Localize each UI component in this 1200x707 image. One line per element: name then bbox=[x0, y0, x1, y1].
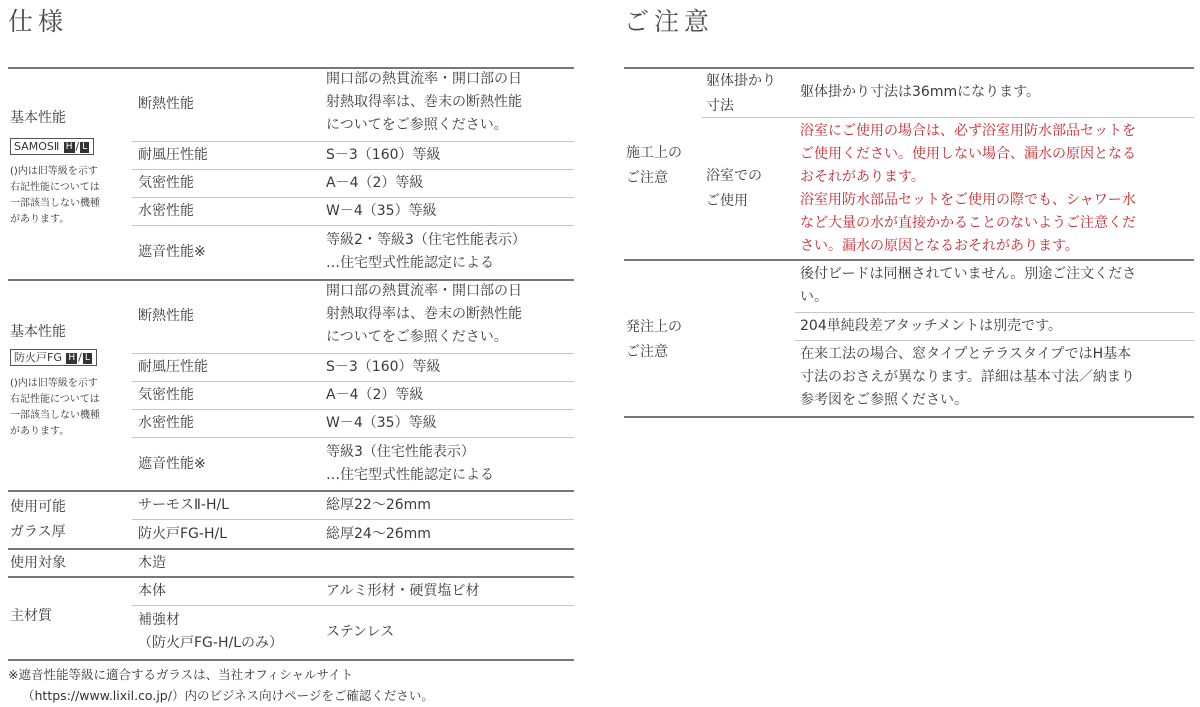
spec-value: 等級3（住宅性能表示） …住宅型式性能認定による bbox=[326, 444, 494, 483]
rule bbox=[8, 490, 574, 492]
rule bbox=[132, 409, 574, 410]
rule bbox=[132, 437, 574, 438]
rule bbox=[132, 169, 574, 170]
group-note: ()内は旧等級を示す 右記性能については 一部該当しない機種 があります。 bbox=[10, 378, 100, 437]
caution-title: ご注意 bbox=[624, 7, 715, 36]
spec-value: A－4（2）等級 bbox=[326, 387, 424, 403]
material-label: 主材質 bbox=[10, 608, 52, 624]
spec-title: 仕様 bbox=[8, 7, 69, 36]
rule bbox=[132, 605, 574, 606]
bath-warning: 浴室にご使用の場合は、必ず浴室用防水部品セットを ご使用ください。使用しない場合、漏水の原因となる おそれがあります。 浴室用防水部品セットをご使用の際でも、シャワー水 など大量の水が直接かかることのないようご注意くだ さい。漏水の原因となるおそれがあります。 bbox=[800, 123, 1136, 254]
spec-name: 耐風圧性能 bbox=[138, 359, 208, 375]
group-note: ()内は旧等級を示す 右記性能については 一部該当しない機種 があります。 bbox=[10, 166, 100, 225]
spec-value: 総厚24～26mm bbox=[326, 526, 431, 542]
construction-label: 施工上の ご注意 bbox=[626, 145, 682, 186]
spec-value: ステンレス bbox=[326, 624, 395, 640]
spec-name: 遮音性能※ bbox=[138, 244, 206, 260]
rule bbox=[624, 259, 1194, 261]
rule bbox=[8, 659, 574, 661]
spec-value: W－4（35）等級 bbox=[326, 415, 437, 431]
spec-value: S－3（160）等級 bbox=[326, 147, 441, 163]
rule bbox=[624, 416, 1194, 418]
spec-name: 気密性能 bbox=[138, 387, 194, 403]
spec-name: サーモスⅡ-H/L bbox=[138, 497, 229, 513]
order-item: 在来工法の場合、窓タイプとテラスタイプではH基本 寸法のおさえが異なります。詳細は基本寸法／納まり 参考図をご参照ください。 bbox=[800, 346, 1135, 408]
spec-name: 水密性能 bbox=[138, 203, 194, 219]
order-label: 発注上の ご注意 bbox=[626, 319, 682, 360]
group-label: 基本性能 bbox=[10, 110, 66, 126]
rule bbox=[795, 340, 1194, 341]
rule bbox=[132, 353, 574, 354]
spec-name: 補強材 （防火戸FG-H/Lのみ） bbox=[138, 612, 283, 651]
spec-value: A－4（2）等級 bbox=[326, 175, 424, 191]
rule bbox=[795, 312, 1194, 313]
glass-label: 使用可能 ガラス厚 bbox=[10, 499, 66, 540]
caution-name: 浴室での ご使用 bbox=[706, 168, 762, 209]
rule bbox=[8, 548, 574, 550]
spec-name: 断熱性能 bbox=[138, 96, 194, 112]
spec-name: 気密性能 bbox=[138, 175, 194, 191]
rule bbox=[132, 197, 574, 198]
group-label: 基本性能 bbox=[10, 324, 66, 340]
footnote: ※遮音性能等級に適合するガラスは、当社オフィシャルサイト （https://www.lixil.co.jp/）内のビジネス向けページをご確認ください。 bbox=[8, 667, 434, 703]
target-value: 木造 bbox=[138, 555, 166, 571]
rule bbox=[132, 141, 574, 142]
spec-name: 防火戸FG-H/L bbox=[138, 526, 227, 542]
spec-value: 開口部の熱貫流率・開口部の日 射熱取得率は、巻末の断熱性能 についてをご参照ください。 bbox=[326, 71, 522, 133]
rule bbox=[132, 519, 574, 520]
rule bbox=[132, 225, 574, 226]
order-item: 後付ビードは同梱されていません。別途ご注文くださ い。 bbox=[800, 266, 1137, 305]
spec-name: 水密性能 bbox=[138, 415, 194, 431]
rule bbox=[8, 576, 574, 578]
spec-value: W－4（35）等級 bbox=[326, 203, 437, 219]
spec-value: アルミ形材・硬質塩ビ材 bbox=[326, 583, 480, 599]
caution-name: 躯体掛かり 寸法 bbox=[706, 73, 776, 114]
spec-value: 総厚22～26mm bbox=[326, 497, 431, 513]
spec-name: 本体 bbox=[138, 583, 166, 599]
caution-value: 躯体掛かり寸法は36mmになります。 bbox=[800, 84, 1040, 100]
rule bbox=[132, 381, 574, 382]
fg-badge: 防火戸FG H / L bbox=[10, 349, 97, 366]
order-item: 204単純段差アタッチメントは別売です。 bbox=[800, 318, 1063, 334]
spec-name: 遮音性能※ bbox=[138, 456, 206, 472]
spec-value: S－3（160）等級 bbox=[326, 359, 441, 375]
spec-value: 等級2・等級3（住宅性能表示） …住宅型式性能認定による bbox=[326, 232, 526, 271]
spec-value: 開口部の熱貫流率・開口部の日 射熱取得率は、巻末の断熱性能 についてをご参照ください。 bbox=[326, 283, 522, 345]
spec-name: 断熱性能 bbox=[138, 308, 194, 324]
spec-name: 耐風圧性能 bbox=[138, 147, 208, 163]
target-label: 使用対象 bbox=[10, 555, 66, 571]
samos-badge: SAMOSⅡ H / L bbox=[10, 138, 94, 155]
